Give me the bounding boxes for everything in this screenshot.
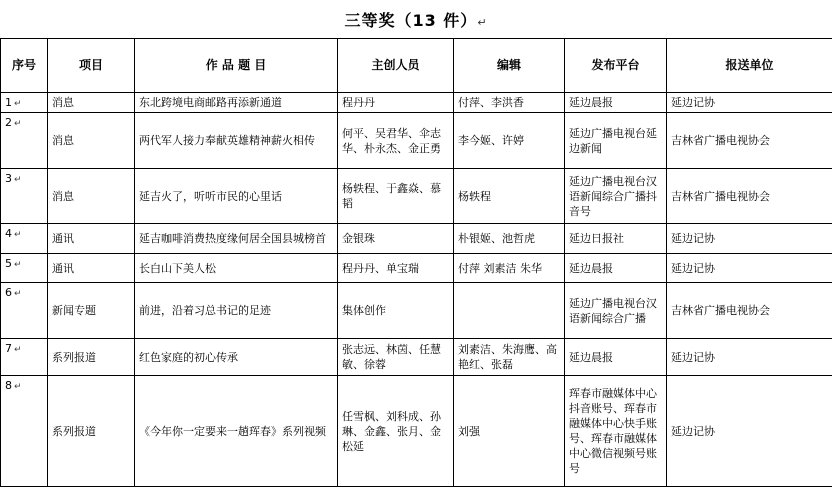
row-work-title-text: 红色家庭的初心传承 bbox=[139, 350, 238, 364]
page-title bbox=[0, 8, 832, 31]
row-unit-text: 吉林省广播电视协会 bbox=[671, 134, 770, 147]
row-type-text: 系列报道 bbox=[52, 424, 96, 438]
row-number-text: 6 bbox=[5, 286, 12, 299]
row-platform bbox=[565, 169, 667, 224]
paragraph-mark: ↵ bbox=[14, 175, 22, 185]
header-no: 序号 bbox=[1, 39, 48, 93]
row-work-title bbox=[135, 113, 338, 169]
table-row bbox=[1, 376, 832, 487]
row-work-title bbox=[135, 376, 338, 487]
row-editors-text: 朴银姬、池哲虎 bbox=[458, 232, 535, 245]
row-platform-text: 延边广播电视台汉语新闻综合广播抖音号 bbox=[569, 174, 657, 218]
row-number-text: 1 bbox=[5, 96, 12, 109]
row-platform bbox=[565, 376, 667, 487]
row-unit-text: 延边记协 bbox=[671, 424, 715, 438]
row-number bbox=[1, 113, 48, 169]
award-table bbox=[0, 38, 832, 487]
row-unit-text: 延边记协 bbox=[671, 261, 715, 275]
row-editors bbox=[454, 376, 565, 487]
table-row bbox=[1, 339, 832, 376]
row-editors bbox=[454, 113, 565, 169]
row-editors-text: 刘素洁、朱海鹰、高艳红、张磊 bbox=[458, 343, 557, 371]
row-number bbox=[1, 376, 48, 487]
row-work-title-text: 延吉火了，听听市民的心里话 bbox=[139, 189, 282, 203]
row-editors-text: 付萍、李洪香 bbox=[458, 96, 524, 109]
row-platform-text: 延边广播电视台汉语新闻综合广播 bbox=[569, 296, 657, 325]
header-unit: 报送单位 bbox=[667, 39, 832, 93]
row-number bbox=[1, 283, 48, 339]
row-editors bbox=[454, 224, 565, 254]
header-type: 项目 bbox=[48, 39, 135, 93]
table-row bbox=[1, 224, 832, 254]
table-row bbox=[1, 283, 832, 339]
row-work-title bbox=[135, 254, 338, 283]
title-text: 三等奖（13 件） bbox=[344, 11, 478, 30]
row-editors bbox=[454, 93, 565, 113]
row-type-text: 通讯 bbox=[52, 261, 74, 275]
paragraph-mark: ↵ bbox=[477, 16, 488, 29]
row-work-title-text: 长白山下美人松 bbox=[139, 261, 216, 275]
row-work-title-text: 前进，沿着习总书记的足迹 bbox=[139, 304, 271, 317]
row-creators bbox=[338, 113, 454, 169]
row-type-text: 新闻专题 bbox=[52, 304, 96, 317]
row-unit bbox=[667, 283, 832, 339]
row-unit-text: 延边记协 bbox=[671, 96, 715, 109]
row-editors bbox=[454, 254, 565, 283]
row-number bbox=[1, 224, 48, 254]
row-number bbox=[1, 93, 48, 113]
header-row bbox=[1, 39, 832, 93]
row-work-title bbox=[135, 169, 338, 224]
row-platform-text: 延边日报社 bbox=[569, 232, 624, 245]
row-work-title bbox=[135, 93, 338, 113]
row-number-text: 5 bbox=[5, 257, 12, 270]
row-platform bbox=[565, 113, 667, 169]
row-creators-text: 杨轶程、于鑫焱、慕韬 bbox=[342, 182, 441, 210]
row-editors-text: 杨轶程 bbox=[458, 189, 491, 203]
row-number bbox=[1, 254, 48, 283]
row-type bbox=[48, 169, 135, 224]
row-creators-text: 集体创作 bbox=[342, 304, 386, 317]
row-type-text: 通讯 bbox=[52, 232, 74, 245]
row-work-title bbox=[135, 339, 338, 376]
table-row bbox=[1, 93, 832, 113]
row-work-title-text: 两代军人接力奉献英雄精神薪火相传 bbox=[139, 134, 315, 147]
row-creators-text: 程丹丹 bbox=[342, 96, 375, 109]
row-creators bbox=[338, 339, 454, 376]
row-creators-text: 任雪枫、刘科成、孙琳、金鑫、张月、金松延 bbox=[342, 409, 441, 453]
row-unit bbox=[667, 93, 832, 113]
row-unit bbox=[667, 113, 832, 169]
header-work: 作 品 题 目 bbox=[135, 39, 338, 93]
row-platform bbox=[565, 93, 667, 113]
row-platform bbox=[565, 339, 667, 376]
row-creators bbox=[338, 169, 454, 224]
row-unit-text: 延边记协 bbox=[671, 350, 715, 364]
paragraph-mark: ↵ bbox=[14, 99, 22, 109]
row-number-text: 2 bbox=[5, 116, 12, 129]
header-platform: 发布平台 bbox=[565, 39, 667, 93]
row-type bbox=[48, 283, 135, 339]
row-number-text: 4 bbox=[5, 227, 12, 240]
row-unit bbox=[667, 339, 832, 376]
row-work-title bbox=[135, 283, 338, 339]
row-unit bbox=[667, 224, 832, 254]
row-unit bbox=[667, 376, 832, 487]
row-editors bbox=[454, 169, 565, 224]
row-editors bbox=[454, 283, 565, 339]
row-type bbox=[48, 376, 135, 487]
row-type bbox=[48, 254, 135, 283]
row-editors-text: 李今姬、许婷 bbox=[458, 134, 524, 147]
table-row bbox=[1, 254, 832, 283]
row-unit-text: 延边记协 bbox=[671, 232, 715, 245]
row-number bbox=[1, 169, 48, 224]
row-type-text: 消息 bbox=[52, 96, 74, 109]
row-number-text: 7 bbox=[5, 342, 12, 355]
row-creators-text: 张志远、林茵、任慧敏、徐蓉 bbox=[342, 343, 441, 371]
paragraph-mark: ↵ bbox=[14, 345, 22, 355]
header-creators: 主创人员 bbox=[338, 39, 454, 93]
row-creators-text: 金银珠 bbox=[342, 232, 375, 245]
row-platform-text: 延边晨报 bbox=[569, 261, 613, 275]
paragraph-mark: ↵ bbox=[14, 119, 22, 129]
row-type-text: 消息 bbox=[52, 134, 74, 147]
row-creators bbox=[338, 254, 454, 283]
row-creators-text: 程丹丹、单宝瑞 bbox=[342, 261, 419, 275]
row-platform bbox=[565, 224, 667, 254]
header-editors: 编辑 bbox=[454, 39, 565, 93]
row-platform-text: 延边晨报 bbox=[569, 350, 613, 364]
row-number-text: 3 bbox=[5, 172, 12, 185]
row-creators bbox=[338, 224, 454, 254]
row-type bbox=[48, 93, 135, 113]
table-row bbox=[1, 169, 832, 224]
row-platform-text: 延边晨报 bbox=[569, 96, 613, 109]
row-work-title-text: 《今年你一定要来一趟珲春》系列视频 bbox=[139, 424, 326, 438]
row-number bbox=[1, 339, 48, 376]
table-row bbox=[1, 113, 832, 169]
row-platform bbox=[565, 254, 667, 283]
paragraph-mark: ↵ bbox=[14, 289, 22, 299]
paragraph-mark: ↵ bbox=[14, 260, 22, 270]
row-type bbox=[48, 339, 135, 376]
row-platform-text: 延边广播电视台延边新闻 bbox=[569, 126, 657, 155]
row-unit-text: 吉林省广播电视协会 bbox=[671, 189, 770, 203]
row-platform bbox=[565, 283, 667, 339]
paragraph-mark: ↵ bbox=[14, 382, 22, 392]
row-creators bbox=[338, 376, 454, 487]
row-creators bbox=[338, 283, 454, 339]
row-type-text: 系列报道 bbox=[52, 350, 96, 364]
row-unit bbox=[667, 254, 832, 283]
row-unit-text: 吉林省广播电视协会 bbox=[671, 304, 770, 317]
row-work-title-text: 延吉咖啡消费热度缘何居全国县城榜首 bbox=[139, 232, 326, 245]
paragraph-mark: ↵ bbox=[14, 230, 22, 240]
row-creators bbox=[338, 93, 454, 113]
row-editors-text: 刘强 bbox=[458, 424, 480, 438]
row-unit bbox=[667, 169, 832, 224]
row-editors bbox=[454, 339, 565, 376]
row-number-text: 8 bbox=[5, 379, 12, 392]
row-work-title-text: 东北跨境电商邮路再添新通道 bbox=[139, 96, 282, 109]
row-creators-text: 何平、吴君华、伞志华、朴永杰、金正勇 bbox=[342, 126, 441, 155]
row-type bbox=[48, 224, 135, 254]
row-type-text: 消息 bbox=[52, 189, 74, 203]
row-platform-text: 珲春市融媒体中心抖音账号、珲春市融媒体中心快手账号、珲春市融媒体中心微信视频号账号 bbox=[569, 387, 657, 475]
row-type bbox=[48, 113, 135, 169]
row-editors-text: 付萍 刘素洁 朱华 bbox=[458, 261, 542, 275]
row-work-title bbox=[135, 224, 338, 254]
